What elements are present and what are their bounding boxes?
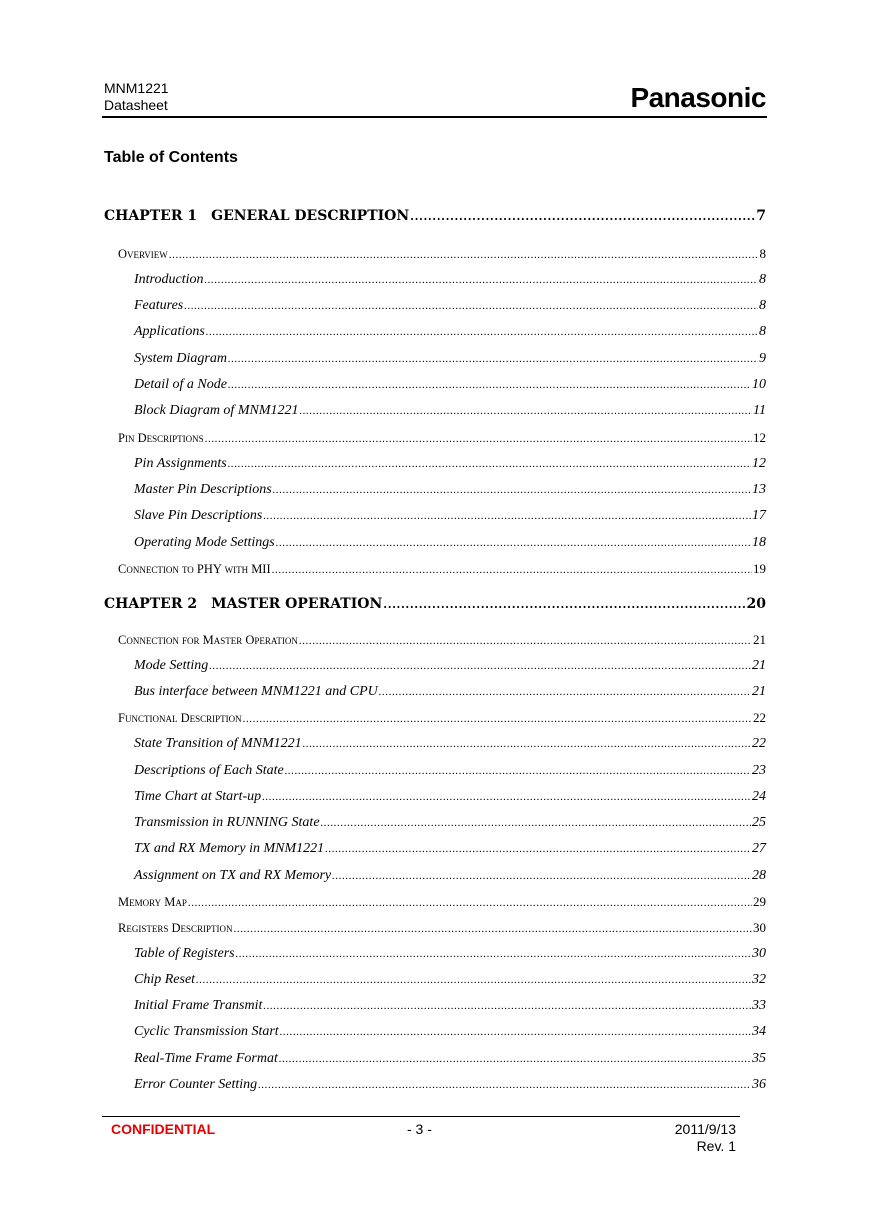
toc-page-number: 30: [752, 946, 766, 961]
toc-entry-title: Cyclic Transmission Start: [134, 1024, 279, 1039]
toc-page-number: 32: [752, 972, 766, 987]
toc-entry-title: [104, 208, 409, 224]
header-doc-info: [104, 80, 169, 114]
toc-entry-chapter[interactable]: [104, 596, 766, 612]
toc-page-number: 22: [753, 710, 766, 725]
toc-entry-sub[interactable]: [134, 351, 766, 367]
header-rule: [102, 116, 767, 118]
dot-leader: [206, 326, 758, 338]
dot-leader: [236, 948, 751, 960]
toc-entry-sub[interactable]: [134, 946, 766, 962]
toc-page-number: 18: [752, 535, 766, 550]
toc-page-number: 21: [753, 632, 766, 647]
dot-leader: [258, 1079, 751, 1091]
toc-entry-sub[interactable]: [134, 324, 766, 340]
toc-entry-title: Time Chart at Start-up: [134, 789, 262, 804]
dot-leader: [276, 537, 751, 549]
dot-leader: [196, 974, 751, 986]
toc-entry-section[interactable]: [118, 430, 766, 446]
toc-entry-title: Real-Time Frame Format: [134, 1051, 278, 1066]
dot-leader: [228, 353, 758, 365]
dot-leader: [321, 817, 751, 829]
toc-entry-title: Transmission in RUNNING State: [134, 815, 320, 830]
chapter-number: CHAPTER 2: [104, 596, 198, 612]
toc-entry-sub[interactable]: [134, 1024, 766, 1040]
toc-entry-title: Pin Descriptions: [118, 431, 204, 445]
toc-entry-sub[interactable]: [134, 535, 766, 551]
toc-entry-sub[interactable]: [134, 684, 766, 700]
toc-entry-title: Error Counter Setting: [134, 1077, 258, 1092]
toc-entry-title: TX and RX Memory in MNM1221: [134, 841, 325, 856]
toc-entry-title: Table of Registers: [134, 946, 235, 961]
toc-page-number: 21: [752, 658, 766, 673]
toc-page-number: 12: [752, 456, 766, 471]
toc-entry-title: Memory Map: [118, 895, 187, 909]
toc-entry-title: Features: [134, 298, 184, 313]
confidential-label: CONFIDENTIAL: [111, 1121, 216, 1137]
dot-leader: [188, 897, 752, 909]
toc-entry-sub[interactable]: [134, 972, 766, 988]
toc-page-number: 17: [752, 508, 766, 523]
page-number: - 3 -: [407, 1121, 432, 1137]
toc-page-number: 24: [752, 789, 766, 804]
dot-leader: [280, 1026, 751, 1038]
toc-entry-title: Functional Description: [118, 711, 242, 725]
toc-page-number: 13: [752, 482, 766, 497]
toc-entry-sub[interactable]: [134, 272, 766, 288]
toc-entry-title: Descriptions of Each State: [134, 763, 284, 778]
dot-leader: [243, 713, 752, 725]
toc-page-number: 11: [753, 403, 766, 418]
toc-entry-sub[interactable]: [134, 868, 766, 884]
dot-leader: [383, 598, 745, 611]
footer-revision: Rev. 1: [696, 1138, 736, 1154]
toc-page-number: 8: [759, 324, 766, 339]
dot-leader: [205, 433, 752, 445]
toc-title: Table of Contents: [104, 149, 238, 166]
toc-entry-sub[interactable]: [134, 658, 766, 674]
toc-page-number: 25: [752, 815, 766, 830]
toc-page-number: 21: [752, 684, 766, 699]
toc-page-number: 29: [753, 894, 766, 909]
toc-page-number: 30: [753, 920, 766, 935]
toc-entry-title: State Transition of MNM1221: [134, 736, 302, 751]
toc-entry-sub[interactable]: [134, 456, 766, 472]
toc-entry-section[interactable]: [118, 246, 766, 262]
toc-entry-sub[interactable]: [134, 736, 766, 752]
toc-entry-sub[interactable]: [134, 841, 766, 857]
toc-page-number: 22: [752, 736, 766, 751]
toc-page-number: 36: [752, 1077, 766, 1092]
dot-leader: [234, 923, 753, 935]
toc-entry-sub[interactable]: [134, 403, 766, 419]
toc-entry-section[interactable]: [118, 920, 766, 936]
toc-entry-chapter[interactable]: [104, 208, 766, 224]
toc-page-number: 8: [759, 272, 766, 287]
toc-entry-title: Block Diagram of MNM1221: [134, 403, 299, 418]
dot-leader: [285, 765, 751, 777]
toc-entry-title: Master Pin Descriptions: [134, 482, 272, 497]
dot-leader: [299, 635, 752, 647]
toc-entry-title: [104, 596, 382, 612]
dot-leader: [228, 379, 751, 391]
toc-entry-title: Detail of a Node: [134, 377, 227, 392]
chapter-title: GENERAL DESCRIPTION: [211, 208, 410, 224]
doc-type: Datasheet: [104, 97, 168, 113]
toc-page-number: 9: [759, 351, 766, 366]
toc-entry-title: Applications: [134, 324, 205, 339]
toc-entry-sub[interactable]: [134, 377, 766, 393]
dot-leader: [325, 843, 751, 855]
toc-entry-title: Introduction: [134, 272, 204, 287]
toc-page-number: 8: [759, 298, 766, 313]
dot-leader: [273, 484, 751, 496]
dot-leader: [263, 1000, 751, 1012]
toc-entry-section[interactable]: [118, 632, 766, 648]
toc-page-number: 28: [752, 868, 766, 883]
toc-entry-title: Pin Assignments: [134, 456, 227, 471]
toc-page-number: 23: [752, 763, 766, 778]
toc-entry-sub[interactable]: [134, 1051, 766, 1067]
dot-leader: [228, 458, 751, 470]
toc-page-number: 34: [752, 1024, 766, 1039]
chapter-title: MASTER OPERATION: [211, 596, 383, 612]
toc-entry-sub[interactable]: [134, 763, 766, 779]
panasonic-logo: Panasonic: [630, 82, 766, 113]
toc-page-number: 35: [752, 1051, 766, 1066]
toc-page-number: 10: [752, 377, 766, 392]
toc-entry-sub[interactable]: [134, 508, 766, 524]
dot-leader: [263, 510, 751, 522]
dot-leader: [184, 300, 758, 312]
toc-entry-title: Connection for Master Operation: [118, 633, 298, 647]
toc-page-number: 7: [756, 208, 766, 224]
chapter-number: CHAPTER 1: [104, 208, 198, 224]
toc-entry-title: Assignment on TX and RX Memory: [134, 868, 332, 883]
toc-entry-sub[interactable]: [134, 789, 766, 805]
toc-page-number: 12: [753, 430, 766, 445]
footer-date-rev: [675, 1121, 736, 1155]
toc-page-number: 33: [752, 998, 766, 1013]
toc-entry-section[interactable]: [118, 561, 766, 577]
footer-date: 2011/9/13: [674, 1121, 736, 1137]
toc-entry-title: Bus interface between MNM1221 and CPU: [134, 684, 378, 699]
dot-leader: [169, 249, 759, 261]
toc-page-number: 27: [752, 841, 766, 856]
toc-page-number: 19: [753, 561, 766, 576]
toc-entry-title: Chip Reset: [134, 972, 196, 987]
dot-leader: [379, 686, 751, 698]
toc-entry-sub[interactable]: [134, 998, 766, 1014]
doc-code: MNM1221: [104, 80, 169, 96]
toc-entry-title: Overview: [118, 247, 168, 261]
dot-leader: [410, 210, 755, 223]
dot-leader: [209, 660, 751, 672]
toc-entry-section[interactable]: [118, 710, 766, 726]
dot-leader: [299, 405, 752, 417]
toc-entry-title: Initial Frame Transmit: [134, 998, 263, 1013]
dot-leader: [262, 791, 751, 803]
toc-page-number: 8: [759, 246, 766, 261]
toc-entry-title: Operating Mode Settings: [134, 535, 275, 550]
toc-entry-title: Mode Setting: [134, 658, 209, 673]
dot-leader: [272, 564, 752, 576]
dot-leader: [204, 274, 758, 286]
footer-rule: [102, 1116, 740, 1117]
toc-entry-title: Slave Pin Descriptions: [134, 508, 263, 523]
dot-leader: [332, 870, 751, 882]
dot-leader: [303, 738, 751, 750]
toc-entry-sub[interactable]: [134, 482, 766, 498]
toc-entry-sub[interactable]: [134, 298, 766, 314]
toc-page-number: 20: [746, 596, 766, 612]
dot-leader: [279, 1053, 751, 1065]
toc-entry-title: Registers Description: [118, 921, 233, 935]
toc-entry-sub[interactable]: [134, 815, 766, 831]
toc-entry-section[interactable]: [118, 894, 766, 910]
toc-entry-title: Connection to PHY with MII: [118, 562, 271, 576]
toc-entry-sub[interactable]: [134, 1077, 766, 1093]
toc-entry-title: System Diagram: [134, 351, 227, 366]
